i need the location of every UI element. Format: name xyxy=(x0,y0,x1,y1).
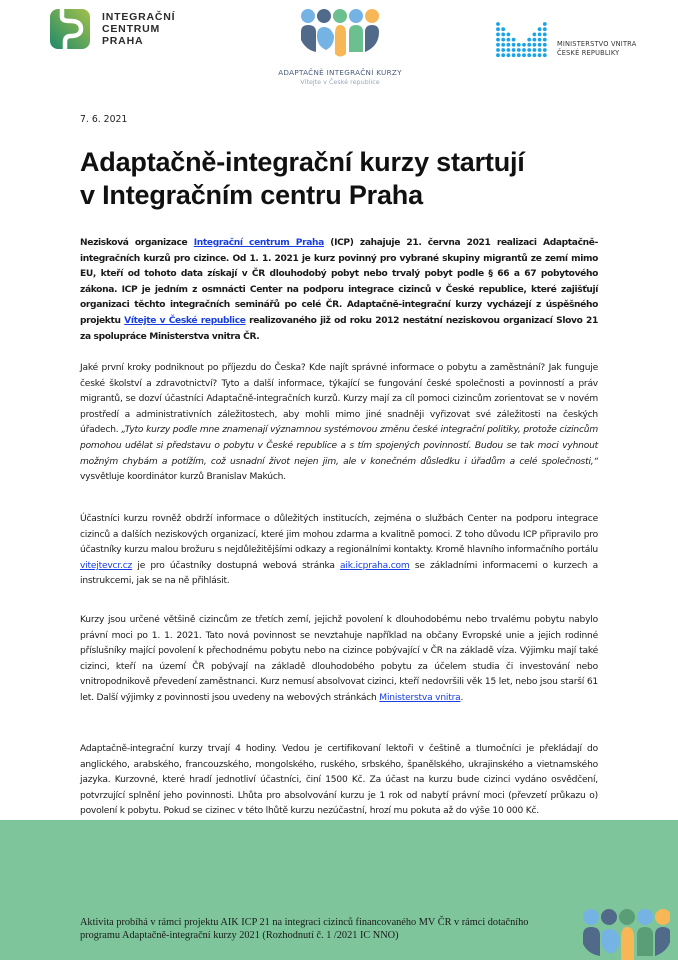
ministry-logo-dot xyxy=(538,53,542,57)
ministry-logo-line: MINISTERSTVO VNITRA xyxy=(557,39,637,48)
text-run: je pro účastníky dostupná webová stránka xyxy=(132,560,341,571)
text-run: Adaptačně-integrační kurzy trvají 4 hodiny. Vedou je certifikovaní lektoři v češtině a tlumočníci je překládají do anglického, arabského, francouzského, mongolského, ruského, srbského, španělského, ukrajinského a vietnamského jazyka. Kurzovné, které hradí jednotliví účastníci, činí 1500 Kč. Za účast na kurzu bude cizinci vydáno osvědčení, potvrzující splnění jeho povinnosti. Lhůta pro absolvování kurzu je 1 rok od nabytí právní moci (převzetí průkazu o) povolení k pobytu. Pokud se cizinec v této lhůtě kurzu nezúčastní, hrozí mu pokuta až do výše 10 000 Kč. xyxy=(80,744,598,817)
link-vitejtevcr[interactable]: vitejtevcr.cz xyxy=(80,560,133,571)
text-run: Nezisková organizace xyxy=(80,238,194,248)
ministry-logo-dot xyxy=(496,22,500,26)
icp-logo-line: PRAHA xyxy=(102,35,144,47)
ministry-logo-dot xyxy=(501,48,505,52)
ministry-logo-dot xyxy=(496,27,500,31)
text-run: Kurzy jsou určené většině cizincům ze třetích zemí, jejichž povolení k dlouhodobému nebo trvalému pobytu nabylo právní moci po 1. 1. 2021. Tato nová povinnost se nevztahuje například na občany Evropské unie a jejich rodinné příslušníky mající povolení k přechodnému pobytu nebo na cizince pobývající v ČR na základě víza. Výjimku mají také cizinci, kteří na území ČR pobývají na základě dlouhodobého pobytu za účelem studia či investování nebo vnitropodnikově převedení zaměstnanci. Kurz nemusí absolvovat cizinci, kteří nedovršili věk 15 let, nebo jsou starší 61 let. Další výjimky z povinnosti jsou uvedeny na webových stránkách xyxy=(80,615,598,703)
article-title-line: Adaptačně-integrační kurzy startují xyxy=(80,147,525,177)
ministry-logo-dot xyxy=(543,33,547,37)
text-run: realizovaného již od roku 2012 nestátní neziskovou organizací Slovo 21 za spolupráce Ministerstva vnitra ČR. xyxy=(80,315,598,342)
ministry-logo-dot xyxy=(496,43,500,47)
ministry-logo-dot xyxy=(507,43,511,47)
ministry-logo-dot xyxy=(527,48,531,52)
ministry-logo-dot xyxy=(512,53,516,57)
article-title xyxy=(80,146,620,211)
ministry-logo-dot xyxy=(496,38,500,42)
people-group-icon xyxy=(582,908,670,960)
ministry-logo-dot xyxy=(512,48,516,52)
ministry-logo-dot xyxy=(543,43,547,47)
ministry-logo-line: ČESKÉ REPUBLIKY xyxy=(557,49,620,57)
text-run: vysvětluje koordinátor kurzů Branislav Makúch. xyxy=(80,472,286,483)
ministry-logo-dot xyxy=(501,33,505,37)
page-header xyxy=(0,0,678,100)
ministry-logo-dot xyxy=(507,33,511,37)
icp-logo-mark-icon xyxy=(50,9,90,49)
ministry-logo-dot xyxy=(533,53,537,57)
ministry-logo-dot xyxy=(512,43,516,47)
ministry-logo-dot xyxy=(496,53,500,57)
ministry-logo-dot xyxy=(543,48,547,52)
ministry-logo-dot xyxy=(501,38,505,42)
icp-logo-line: INTEGRAČNÍ xyxy=(102,11,176,23)
ministry-logo-text xyxy=(557,40,636,59)
ministry-logo-dot xyxy=(527,43,531,47)
article-date: 7. 6. 2021 xyxy=(80,114,128,125)
ministry-logo-dot xyxy=(507,53,511,57)
people-group-icon xyxy=(300,8,380,60)
ministry-logo-dot xyxy=(522,53,526,57)
coordinator-quote: „Tyto kurzy podle mne znamenají významnou systémovou změnu české integrační politiky, protože cizincům pomohou udělat si představu o pobytu v České republice a s tím spojených povinností. Budou se tak moci vyhnout možným chybám a potížím, což usnadní život nejen jim, ale v konečném důsledku i úřadům a celé společnosti,“ xyxy=(80,425,599,467)
ministry-logo-dot xyxy=(501,27,505,31)
link-ministerstva-vnitra[interactable]: Ministerstva vnitra xyxy=(379,692,461,703)
article-title-line: v Integračním centru Praha xyxy=(80,179,423,210)
ministry-logo-dot xyxy=(501,53,505,57)
footer-note-line: programu Adaptačně-integrační kurzy 2021 (Rozhodnutí č. 1 /2021 IC NNO) xyxy=(80,930,399,941)
ministry-logo-dot xyxy=(543,22,547,26)
article-paragraph xyxy=(80,742,598,820)
ministry-logo-dot xyxy=(538,38,542,42)
link-integracni-centrum-praha[interactable]: Integrační centrum Praha xyxy=(193,238,324,248)
ministry-logo-dot xyxy=(522,48,526,52)
aik-logo xyxy=(262,8,418,86)
article-paragraph xyxy=(80,361,598,486)
ministry-logo-dot xyxy=(533,48,537,52)
ministry-logo-dot xyxy=(538,48,542,52)
ministry-logo-dot xyxy=(538,33,542,37)
footer-note-line: Aktivita probíhá v rámci projektu AIK ICP 21 na integraci cizinců financovaného MV ČR v rámci dotačního xyxy=(80,917,529,928)
ministry-logo xyxy=(495,20,636,64)
ministry-logo-dot xyxy=(522,43,526,47)
ministry-logo-dot xyxy=(517,48,521,52)
ministry-logo-dot xyxy=(496,48,500,52)
footer-aik-logo xyxy=(582,908,670,964)
text-run: . xyxy=(460,692,464,703)
text-run: Účastníci kurzu rovněž obdrží informace o důležitých institucích, zejména o službách Center na podporu integrace cizinců a dalších neziskových organizací, které jim mohou zdarma a kvalitně pomoci. Z toho důvodu ICP připravilo pro účastníky kurzu malou brožuru s nejdůležitějšími odkazy a regionálními kontakty. Kromě hlavního informačního portálu xyxy=(80,514,598,556)
link-aik-icpraha[interactable]: aik.icpraha.com xyxy=(340,560,410,571)
ministry-logo-dot xyxy=(543,27,547,31)
aik-logo-subtitle: Vítejte v České republice xyxy=(300,78,380,86)
ministry-logo-dot xyxy=(543,53,547,57)
article-paragraph xyxy=(80,613,598,707)
ministry-dots-icon xyxy=(495,20,549,64)
icp-logo-text xyxy=(102,11,175,47)
ministry-logo-dot xyxy=(538,43,542,47)
icp-logo-line: CENTRUM xyxy=(102,23,161,35)
aik-logo-title: ADAPTAČNĚ INTEGRAČNÍ KURZY xyxy=(278,68,402,77)
ministry-logo-dot xyxy=(533,38,537,42)
link-vitejte-v-ceske-republice[interactable]: Vítejte v České republice xyxy=(124,315,246,326)
ministry-logo-dot xyxy=(507,48,511,52)
text-run: se základními informacemi o kurzech a instrukcemi, jak se na ně přihlásit. xyxy=(80,560,598,587)
ministry-logo-dot xyxy=(517,43,521,47)
ministry-logo-dot xyxy=(496,33,500,37)
article-paragraph xyxy=(80,512,598,590)
text-run: Jaké první kroky podniknout po příjezdu do Česka? Kde najít správné informace o pobytu a zaměstnání? Jak funguje české školství a zdravotnictví? Tyto a další informace, týkající se fungování české společnosti a povinností a práv migrantů, se dozví účastníci Adaptačně-integračních kurzů. Kurzy mají za cíl pomoci cizincům zorientovat se v novém prostředí a administrativních záležitostech, aby mohli mimo jiné snadněji vyřizovat své záležitosti na českých úřadech. xyxy=(80,363,598,436)
ministry-logo-dot xyxy=(533,43,537,47)
ministry-logo-dot xyxy=(538,27,542,31)
icp-logo xyxy=(50,9,175,49)
article-lead-paragraph xyxy=(80,236,598,345)
ministry-logo-dot xyxy=(527,53,531,57)
ministry-logo-dot xyxy=(501,43,505,47)
ministry-logo-dot xyxy=(533,33,537,37)
footer-funding-note xyxy=(80,916,580,942)
ministry-logo-dot xyxy=(507,38,511,42)
ministry-logo-dot xyxy=(512,38,516,42)
ministry-logo-dot xyxy=(527,38,531,42)
ministry-logo-dot xyxy=(543,38,547,42)
text-run: (ICP) zahajuje 21. června 2021 realizaci Adaptačně-integračních kurzů pro cizince. Od 1. 1. 2021 je kurz povinný pro vybrané skupiny migrantů ze zemí mimo EU, kteří od tohoto data získají v ČR dlouhodobý pobyt nebo trvalý pobyt podle § 66 a 67 pobytového zákona. ICP je jedním z osmnácti Center na podporu integrace cizinců v České republice, které zajišťují organizaci těchto integračních seminářů po celé ČR. Adaptačně-integrační kurzy vycházejí z úspěšného projektu xyxy=(80,238,598,326)
ministry-logo-dot xyxy=(517,53,521,57)
